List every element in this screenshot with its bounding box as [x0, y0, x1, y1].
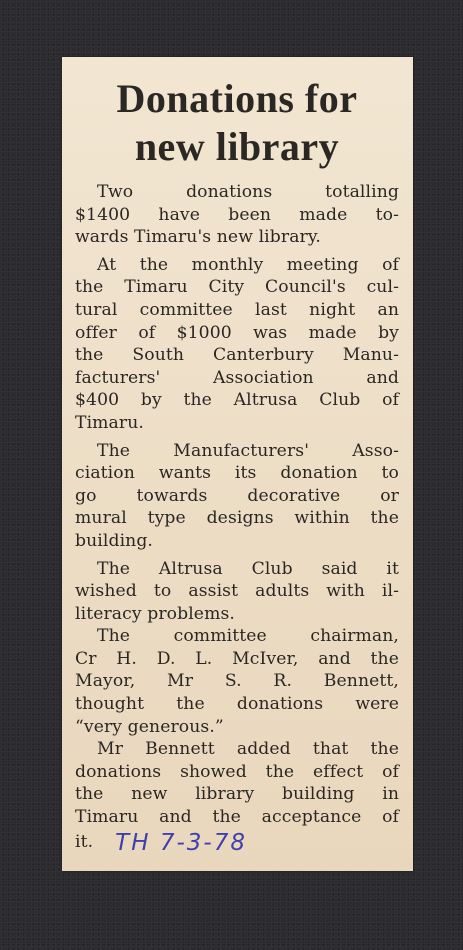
headline-line-1: Donations for [116, 76, 358, 121]
text-line: The committee chairman, [97, 626, 399, 647]
headline [75, 75, 399, 171]
paragraph-6 [75, 738, 399, 856]
text-line: ciation wants its donation to [75, 463, 399, 484]
paragraph-2 [75, 254, 399, 435]
text-line: wished to assist adults with il- [75, 581, 399, 602]
text-line: facturers' Association and [75, 367, 399, 388]
text-line: Mayor, Mr S. R. Bennett, [75, 671, 399, 692]
text-line: mural type designs within the [75, 508, 399, 529]
paragraph-1 [75, 181, 399, 249]
final-line [75, 829, 399, 854]
text-line: the Timaru City Council's cul- [75, 277, 399, 298]
text-line: Timaru. [75, 412, 144, 433]
text-line: it. [75, 831, 94, 852]
text-line: go towards decorative or [75, 485, 399, 506]
text-line: literacy problems. [75, 603, 235, 624]
newspaper-clipping [62, 57, 413, 871]
text-line: Cr H. D. L. McIver, and the [75, 648, 399, 669]
text-line: $400 by the Altrusa Club of [75, 390, 399, 411]
text-line: donations showed the effect of [75, 761, 399, 782]
article-body [75, 181, 399, 856]
paragraph-3 [75, 440, 399, 553]
text-line: thought the donations were [75, 694, 399, 715]
text-line: Timaru and the acceptance of [75, 807, 399, 828]
text-line: Mr Bennett added that the [97, 739, 399, 760]
text-line: At the monthly meeting of [97, 254, 399, 275]
headline-line-2: new library [134, 124, 340, 169]
text-line: Two donations totalling [97, 182, 399, 202]
paragraph-5 [75, 625, 399, 738]
text-line: $1400 have been made to- [75, 204, 399, 225]
text-line: tural committee last night an [75, 299, 399, 320]
text-line: the new library building in [75, 784, 399, 805]
text-line: “very generous.” [75, 716, 224, 737]
text-line: wards Timaru's new library. [75, 227, 321, 248]
text-line: The Manufacturers' Asso- [97, 440, 399, 461]
text-line: The Altrusa Club said it [97, 558, 399, 579]
paragraph-4 [75, 558, 399, 626]
text-line: building. [75, 530, 154, 551]
text-line: the South Canterbury Manu- [75, 345, 399, 366]
handwritten-date-note: TH 7-3-78 [115, 829, 247, 856]
text-line: offer of $1000 was made by [75, 322, 399, 343]
